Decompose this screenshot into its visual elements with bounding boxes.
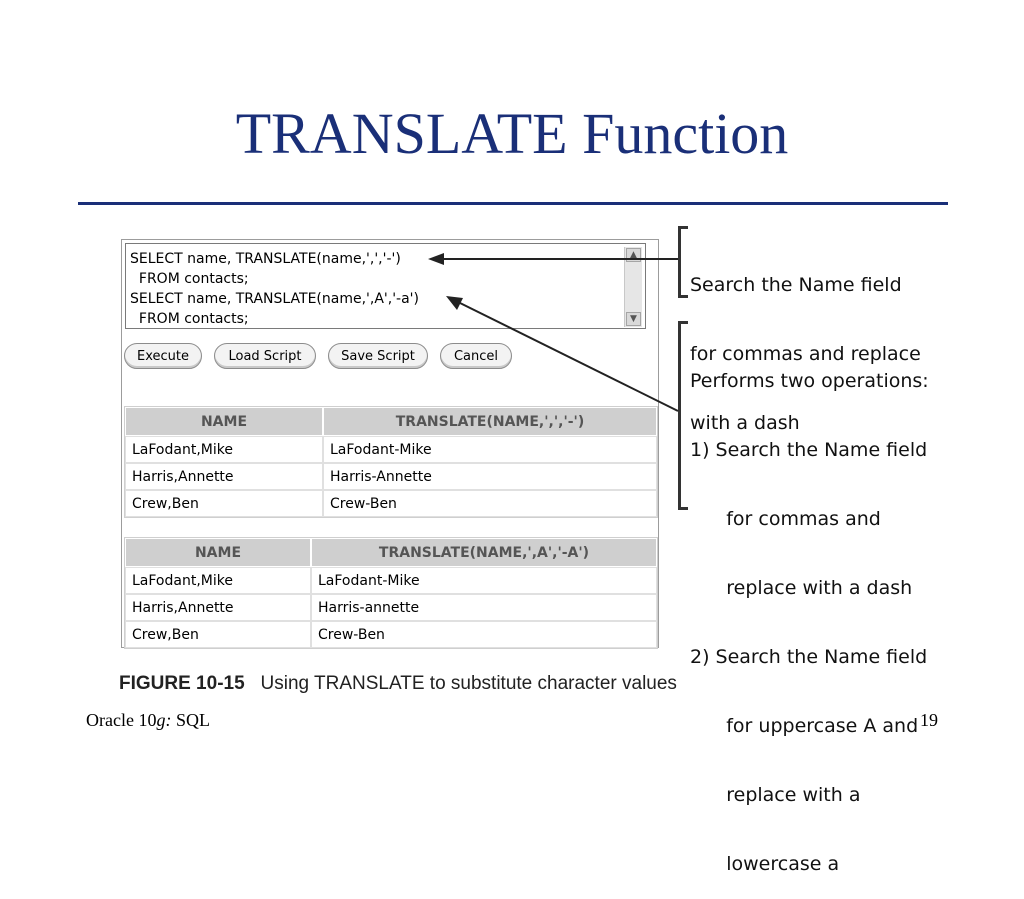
sql-line: SELECT name, TRANSLATE(name,',','-') (130, 251, 401, 267)
execute-button[interactable]: Execute (124, 343, 202, 369)
figure-caption (119, 673, 677, 695)
arrow-head-1 (428, 253, 444, 265)
column-header: NAME (125, 407, 323, 436)
arrow-head-2 (446, 296, 463, 310)
figure-caption-text: Using TRANSLATE to substitute character values (260, 673, 677, 694)
sql-line: FROM contacts; (130, 311, 249, 327)
load-script-button[interactable]: Load Script (214, 343, 316, 369)
table-cell: Crew,Ben (125, 621, 311, 648)
column-header: TRANSLATE(NAME,',','-') (323, 407, 657, 436)
sql-line: FROM contacts; (130, 271, 249, 287)
sql-line: SELECT name, TRANSLATE(name,',A','-a') (130, 291, 419, 307)
table-cell: Harris,Annette (125, 594, 311, 621)
table-cell: LaFodant-Mike (323, 436, 657, 463)
scroll-down-arrow-icon[interactable]: ▼ (626, 312, 641, 326)
table-cell: Harris-Annette (323, 463, 657, 490)
callout-line: for commas and replace (690, 343, 921, 365)
callout-line: 2) Search the Name field (690, 646, 928, 668)
footer-suffix: SQL (171, 710, 210, 730)
table-cell: Harris,Annette (125, 463, 323, 490)
table-cell: Harris-annette (311, 594, 657, 621)
column-header: TRANSLATE(NAME,',A','-A') (311, 538, 657, 567)
callout-line: for commas and (690, 508, 881, 530)
callout-line: replace with a (690, 784, 861, 806)
cancel-button[interactable]: Cancel (440, 343, 512, 369)
table-cell: LaFodant,Mike (125, 436, 323, 463)
table-cell: Crew-Ben (311, 621, 657, 648)
arrow-line-2 (458, 302, 678, 411)
save-script-button[interactable]: Save Script (328, 343, 428, 369)
callout-line: replace with a dash (690, 577, 913, 599)
slide-title: TRANSLATE Function (235, 101, 789, 166)
column-header: NAME (125, 538, 311, 567)
callout-line: Performs two operations: (690, 370, 929, 392)
scroll-up-arrow-icon[interactable]: ▲ (626, 248, 641, 262)
table-cell: Crew,Ben (125, 490, 323, 517)
table-cell: LaFodant,Mike (125, 567, 311, 594)
figure-label: FIGURE 10-15 (119, 673, 245, 694)
table-cell: Crew-Ben (323, 490, 657, 517)
footer-prefix: Oracle 10 (86, 710, 157, 730)
page-number: 19 (920, 710, 938, 730)
footer-italic: g: (156, 710, 172, 730)
footer-course-title (86, 710, 210, 731)
callout-line: with a dash (690, 412, 800, 434)
callout-line: 1) Search the Name field (690, 439, 928, 461)
callout-line: Search the Name field (690, 274, 902, 296)
callout-line: for uppercase A and (690, 715, 919, 737)
table-cell: LaFodant-Mike (311, 567, 657, 594)
callout-line: lowercase a (690, 853, 840, 875)
